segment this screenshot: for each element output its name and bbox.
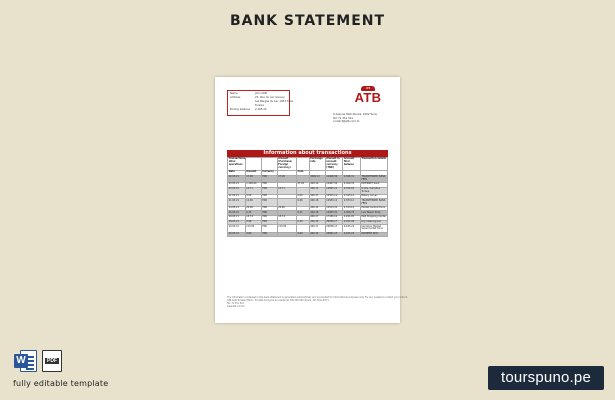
table-cell: 18.05.21 bbox=[228, 220, 246, 225]
table-cell: 2,281.06 bbox=[343, 220, 361, 225]
table-cell: 2,291.05 bbox=[343, 215, 361, 220]
table-cell: 12487.50 bbox=[325, 182, 343, 187]
table-cell: 15.74 bbox=[245, 215, 261, 220]
account-info-value: 23, Rue du Lac Annecy bbox=[255, 95, 285, 99]
table-cell: 17.00 bbox=[277, 175, 296, 182]
table-cell bbox=[296, 225, 309, 232]
table-cell: 12523.31 bbox=[325, 206, 343, 211]
table-cell: Carrefour Market Supermarket Tunis bbox=[360, 225, 387, 232]
account-info-key: Address bbox=[230, 95, 241, 99]
table-cell: 400.18 bbox=[309, 211, 325, 216]
table-cell: Dry Cleaning Lac bbox=[360, 220, 387, 225]
table-cell: Amount (Purchase/ Foreign currency) bbox=[277, 158, 296, 171]
account-info-value: Tunisia bbox=[255, 103, 264, 107]
table-cell: 20.00 bbox=[245, 206, 261, 211]
table-row bbox=[228, 175, 388, 182]
footnote-line: www.atb.com.tn bbox=[227, 305, 245, 309]
table-cell: 12805.21 bbox=[325, 187, 343, 194]
page-title: BANK STATEMENT bbox=[229, 13, 386, 29]
bank-address-line: contact@atb.com.tn bbox=[333, 120, 360, 124]
table-cell: Account final balance bbox=[343, 158, 361, 171]
table-cell: 20891.23 bbox=[325, 232, 343, 237]
footnote-line: ATB Arab Tunisian Bank - Société Anonyme au capital de 100 000 000 dinars - RC Tunis B171 bbox=[227, 299, 329, 303]
table-row bbox=[228, 232, 388, 237]
table-cell: 400.18 bbox=[309, 199, 325, 206]
editable-caption: fully editable template bbox=[13, 379, 109, 388]
table-cell: Lulu Beach Shop bbox=[360, 211, 387, 216]
table-row bbox=[228, 199, 388, 206]
account-info-value: John DOE bbox=[255, 92, 268, 95]
table-cell: 2,306.79 bbox=[343, 211, 361, 216]
table-cell: TND bbox=[261, 187, 277, 194]
table-cell: 400.17 bbox=[309, 225, 325, 232]
pdf-icon: PDF bbox=[42, 350, 62, 372]
table-cell: 12583.11 bbox=[325, 199, 343, 206]
table-cell: 2,354.62 bbox=[343, 187, 361, 194]
table-cell bbox=[296, 175, 309, 182]
table-cell: 11.05.21 bbox=[228, 194, 246, 199]
table-cell: 9.99 bbox=[245, 232, 261, 237]
table-cell: 16.05.21 bbox=[228, 215, 246, 220]
table-cell: 400.14 bbox=[309, 182, 325, 187]
table-cell: 22.05.21 bbox=[228, 232, 246, 237]
footnote-line: Tel: 71 351 321 bbox=[227, 302, 244, 306]
table-cell: Transactions, other operations bbox=[228, 158, 246, 171]
table-cell: TND bbox=[261, 225, 277, 232]
table-cell: 0.60 bbox=[296, 194, 309, 199]
account-info-value: Les Berges du Lac 1053 Tunis bbox=[255, 99, 294, 103]
table-cell: 6.33 bbox=[245, 211, 261, 216]
table-cell: Date bbox=[228, 170, 246, 175]
bank-address bbox=[333, 113, 393, 124]
table-cell: 2,165.22 bbox=[343, 225, 361, 232]
table-cell: 400.16 bbox=[309, 220, 325, 225]
atb-logo bbox=[350, 86, 386, 110]
table-cell: Amount bbox=[245, 170, 261, 175]
table-cell: 0.31 bbox=[296, 211, 309, 216]
table-cell: 115.84 bbox=[277, 225, 296, 232]
table-cell: 0.60 bbox=[296, 199, 309, 206]
table-cell: Market Central Tunis bbox=[360, 206, 387, 211]
table-cell: 14.05.21 bbox=[228, 206, 246, 211]
table-cell: 400.12 bbox=[309, 232, 325, 237]
table-cell: 15.74 bbox=[277, 215, 296, 220]
table-cell: 14.71 bbox=[245, 187, 261, 194]
table-cell: 12563.31 bbox=[325, 211, 343, 216]
word-icon: W bbox=[14, 350, 38, 372]
table-cell bbox=[277, 199, 296, 206]
table-cell: 400.13 bbox=[309, 194, 325, 199]
table-cell: Bakery Le Lac bbox=[360, 194, 387, 199]
account-info-row bbox=[230, 108, 287, 112]
table-cell: 12503.11 bbox=[325, 194, 343, 199]
statement-document bbox=[215, 77, 408, 323]
table-cell: 20.05.21 bbox=[228, 225, 246, 232]
table-cell: 11.05.21 bbox=[228, 199, 246, 206]
table-cell: 20836.17 bbox=[325, 220, 343, 225]
table-cell: 1,100.00 bbox=[245, 182, 261, 187]
table-row bbox=[228, 225, 388, 232]
table-cell: TND bbox=[261, 206, 277, 211]
table-cell: 27.02 bbox=[296, 182, 309, 187]
table-cell: 03.05.21 bbox=[228, 187, 246, 194]
table-cell: TND bbox=[261, 215, 277, 220]
account-info-key: Ending balance bbox=[230, 107, 250, 111]
table-cell: TND bbox=[261, 220, 277, 225]
table-cell: INTERNET SALE bbox=[360, 182, 387, 187]
table-cell: Currency bbox=[261, 170, 277, 175]
table-cell: TND bbox=[261, 175, 277, 182]
account-info-key: Name bbox=[230, 92, 238, 95]
table-cell: 2,366.31 bbox=[343, 175, 361, 182]
account-info-value: 2,165.22 bbox=[255, 107, 267, 111]
table-cell bbox=[296, 187, 309, 194]
table-cell: TND bbox=[261, 211, 277, 216]
table-cell: PAYMENT ATM bbox=[360, 232, 387, 237]
transactions-heading: Information about transactions bbox=[227, 150, 388, 157]
table-cell: 400.13 bbox=[309, 187, 325, 194]
table-cell bbox=[261, 158, 277, 171]
table-cell bbox=[296, 158, 309, 171]
table-cell: TRANSFERRED BANK FEES bbox=[360, 175, 387, 182]
table-cell: 2,313.12 bbox=[343, 206, 361, 211]
table-cell: Amount in account currency (TND) bbox=[325, 158, 343, 171]
footnote bbox=[227, 296, 408, 309]
table-cell: 12.00 bbox=[245, 199, 261, 206]
table-cell: TND bbox=[261, 199, 277, 206]
table-cell: 9.99 bbox=[245, 220, 261, 225]
bank-address-line: Tel: 71 351 321 bbox=[333, 116, 354, 120]
table-cell: TND bbox=[261, 182, 277, 187]
table-cell: 400.14 bbox=[309, 206, 325, 211]
table-row bbox=[228, 187, 388, 194]
logo-crest-icon: ATB bbox=[361, 86, 375, 91]
table-cell: 2,165.22 bbox=[343, 232, 361, 237]
table-cell: 20.00 bbox=[277, 206, 296, 211]
table-cell: 17.00 bbox=[245, 175, 261, 182]
table-cell: 2,369.33 bbox=[343, 182, 361, 187]
table-cell: 2,345.12 bbox=[343, 194, 361, 199]
table-cell: TND bbox=[261, 194, 277, 199]
table-cell bbox=[277, 232, 296, 237]
table-cell: Transaction details bbox=[360, 158, 387, 171]
table-cell: 400.17 bbox=[309, 215, 325, 220]
table-cell: 02.05.21 bbox=[228, 175, 246, 182]
brand-badge[interactable]: tourspuno.pe bbox=[488, 366, 604, 390]
transactions-table bbox=[227, 157, 388, 237]
table-cell: TND bbox=[261, 232, 277, 237]
table-cell: 115.84 bbox=[245, 225, 261, 232]
bank-address-line: 9 Avenue Hédi Nouira, 1002 Tunis bbox=[333, 113, 377, 116]
table-cell: 15.05.21 bbox=[228, 211, 246, 216]
table-cell: 0.60 bbox=[296, 232, 309, 237]
logo-text: ATB bbox=[354, 90, 382, 105]
table-cell: 20836.17 bbox=[325, 225, 343, 232]
table-cell: 03.05.21 bbox=[228, 182, 246, 187]
table-cell: 14.71 bbox=[277, 187, 296, 194]
table-cell: Exchange rate bbox=[309, 158, 325, 171]
table-cell: 0.30 bbox=[296, 220, 309, 225]
table-row bbox=[228, 158, 388, 171]
table-cell: 17186.11 bbox=[325, 215, 343, 220]
table-cell: 2,333.12 bbox=[343, 199, 361, 206]
table-cell: 9.50 bbox=[245, 194, 261, 199]
table-cell: Mall Shopping Center bbox=[361, 215, 387, 219]
account-info-box bbox=[227, 90, 294, 116]
table-cell: G.O.G. Carrefour Tunisia bbox=[360, 187, 387, 194]
footnote-line: The information contained in this bank statement is generated automatically and is provided for informational purposes only. For any questions contact your branch. bbox=[227, 296, 408, 299]
table-cell: 12406.50 bbox=[325, 175, 343, 182]
file-format-icons bbox=[14, 350, 62, 372]
table-cell: 4000.13 bbox=[309, 175, 325, 182]
table-cell bbox=[245, 158, 261, 171]
table-cell: Com. bbox=[296, 170, 309, 175]
table-cell: TRANSFERRED BANK FEES bbox=[360, 199, 387, 206]
